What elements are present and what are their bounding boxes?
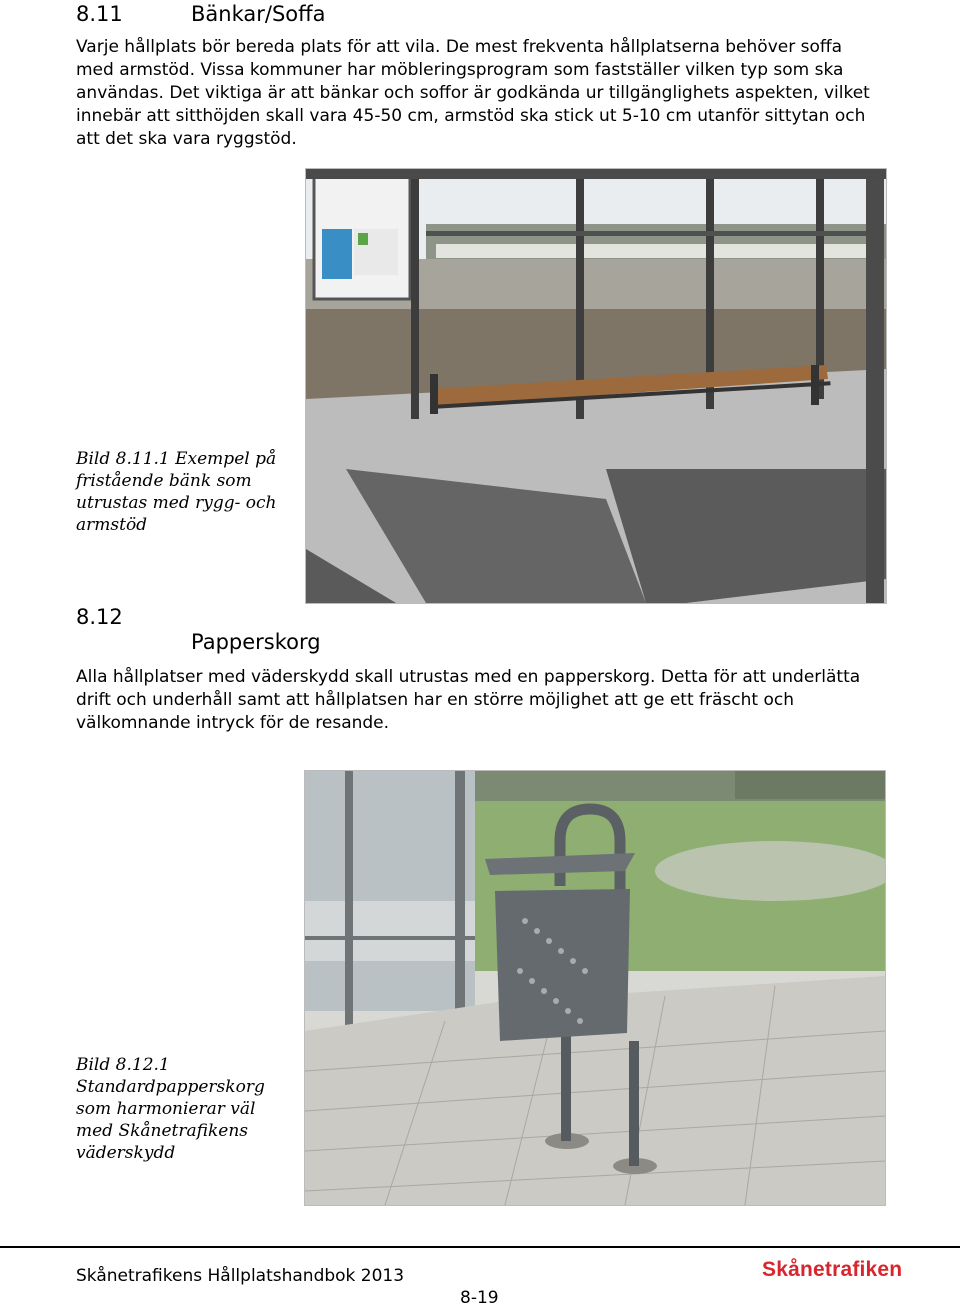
caption-line: utrustas med rygg- och [76,493,277,513]
section1-paragraph [76,36,936,151]
caption-line: med Skånetrafikens [76,1121,249,1141]
section2-paragraph [76,666,936,735]
paragraph-line: välkomnande intryck för de resande. [76,713,390,733]
caption-line: fristående bänk som [76,471,252,491]
paragraph-line: användas. Det viktiga är att bänkar och soffor är godkända ur tillgänglighets aspekten, vilket [76,83,870,103]
footer-document-title: Skånetrafikens Hållplatshandbok 2013 [76,1266,405,1286]
paragraph-line: med armstöd. Vissa kommuner har möbleringsprogram som fastställer vilken typ som ska [76,60,844,80]
paragraph-line: att det ska vara ryggstöd. [76,129,297,149]
figure-caption-8-11-1 [76,448,301,536]
skanetrafiken-logo: Skånetrafiken [762,1258,903,1281]
section-number-8-12: 8.12 [76,605,123,629]
caption-line: Bild 8.11.1 Exempel på [76,449,277,469]
waste-bin-photo-illustration [305,771,885,1205]
footer-divider [0,1246,960,1248]
paragraph-line: innebär att sitthöjden skall vara 45-50 cm, armstöd ska stick ut 5-10 cm utanför sittytan och [76,106,866,126]
caption-line: armstöd [76,515,148,535]
section-title-bankar: Bänkar/Soffa [191,2,326,26]
section-number-8-11: 8.11 [76,2,123,26]
page-number: 8-19 [460,1288,499,1308]
paragraph-line: Varje hållplats bör bereda plats för att vila. De mest frekventa hållplatserna behöver soffa [76,37,842,57]
caption-line: som harmonierar väl [76,1099,256,1119]
bench-photo [305,168,887,604]
paragraph-line: drift och underhåll samt att hållplatsen har en större möjlighet att ge ett fräscht och [76,690,795,710]
paragraph-line: Alla hållplatser med väderskydd skall utrustas med en papperskorg. Detta för att underlätta [76,667,861,687]
caption-line: Bild 8.12.1 [76,1055,170,1075]
caption-line: väderskydd [76,1143,176,1163]
bench-photo-illustration [306,169,886,603]
waste-bin-photo [304,770,886,1206]
section-title-papperskorg: Papperskorg [191,630,321,654]
figure-caption-8-12-1 [76,1054,301,1164]
caption-line: Standardpapperskorg [76,1077,265,1097]
